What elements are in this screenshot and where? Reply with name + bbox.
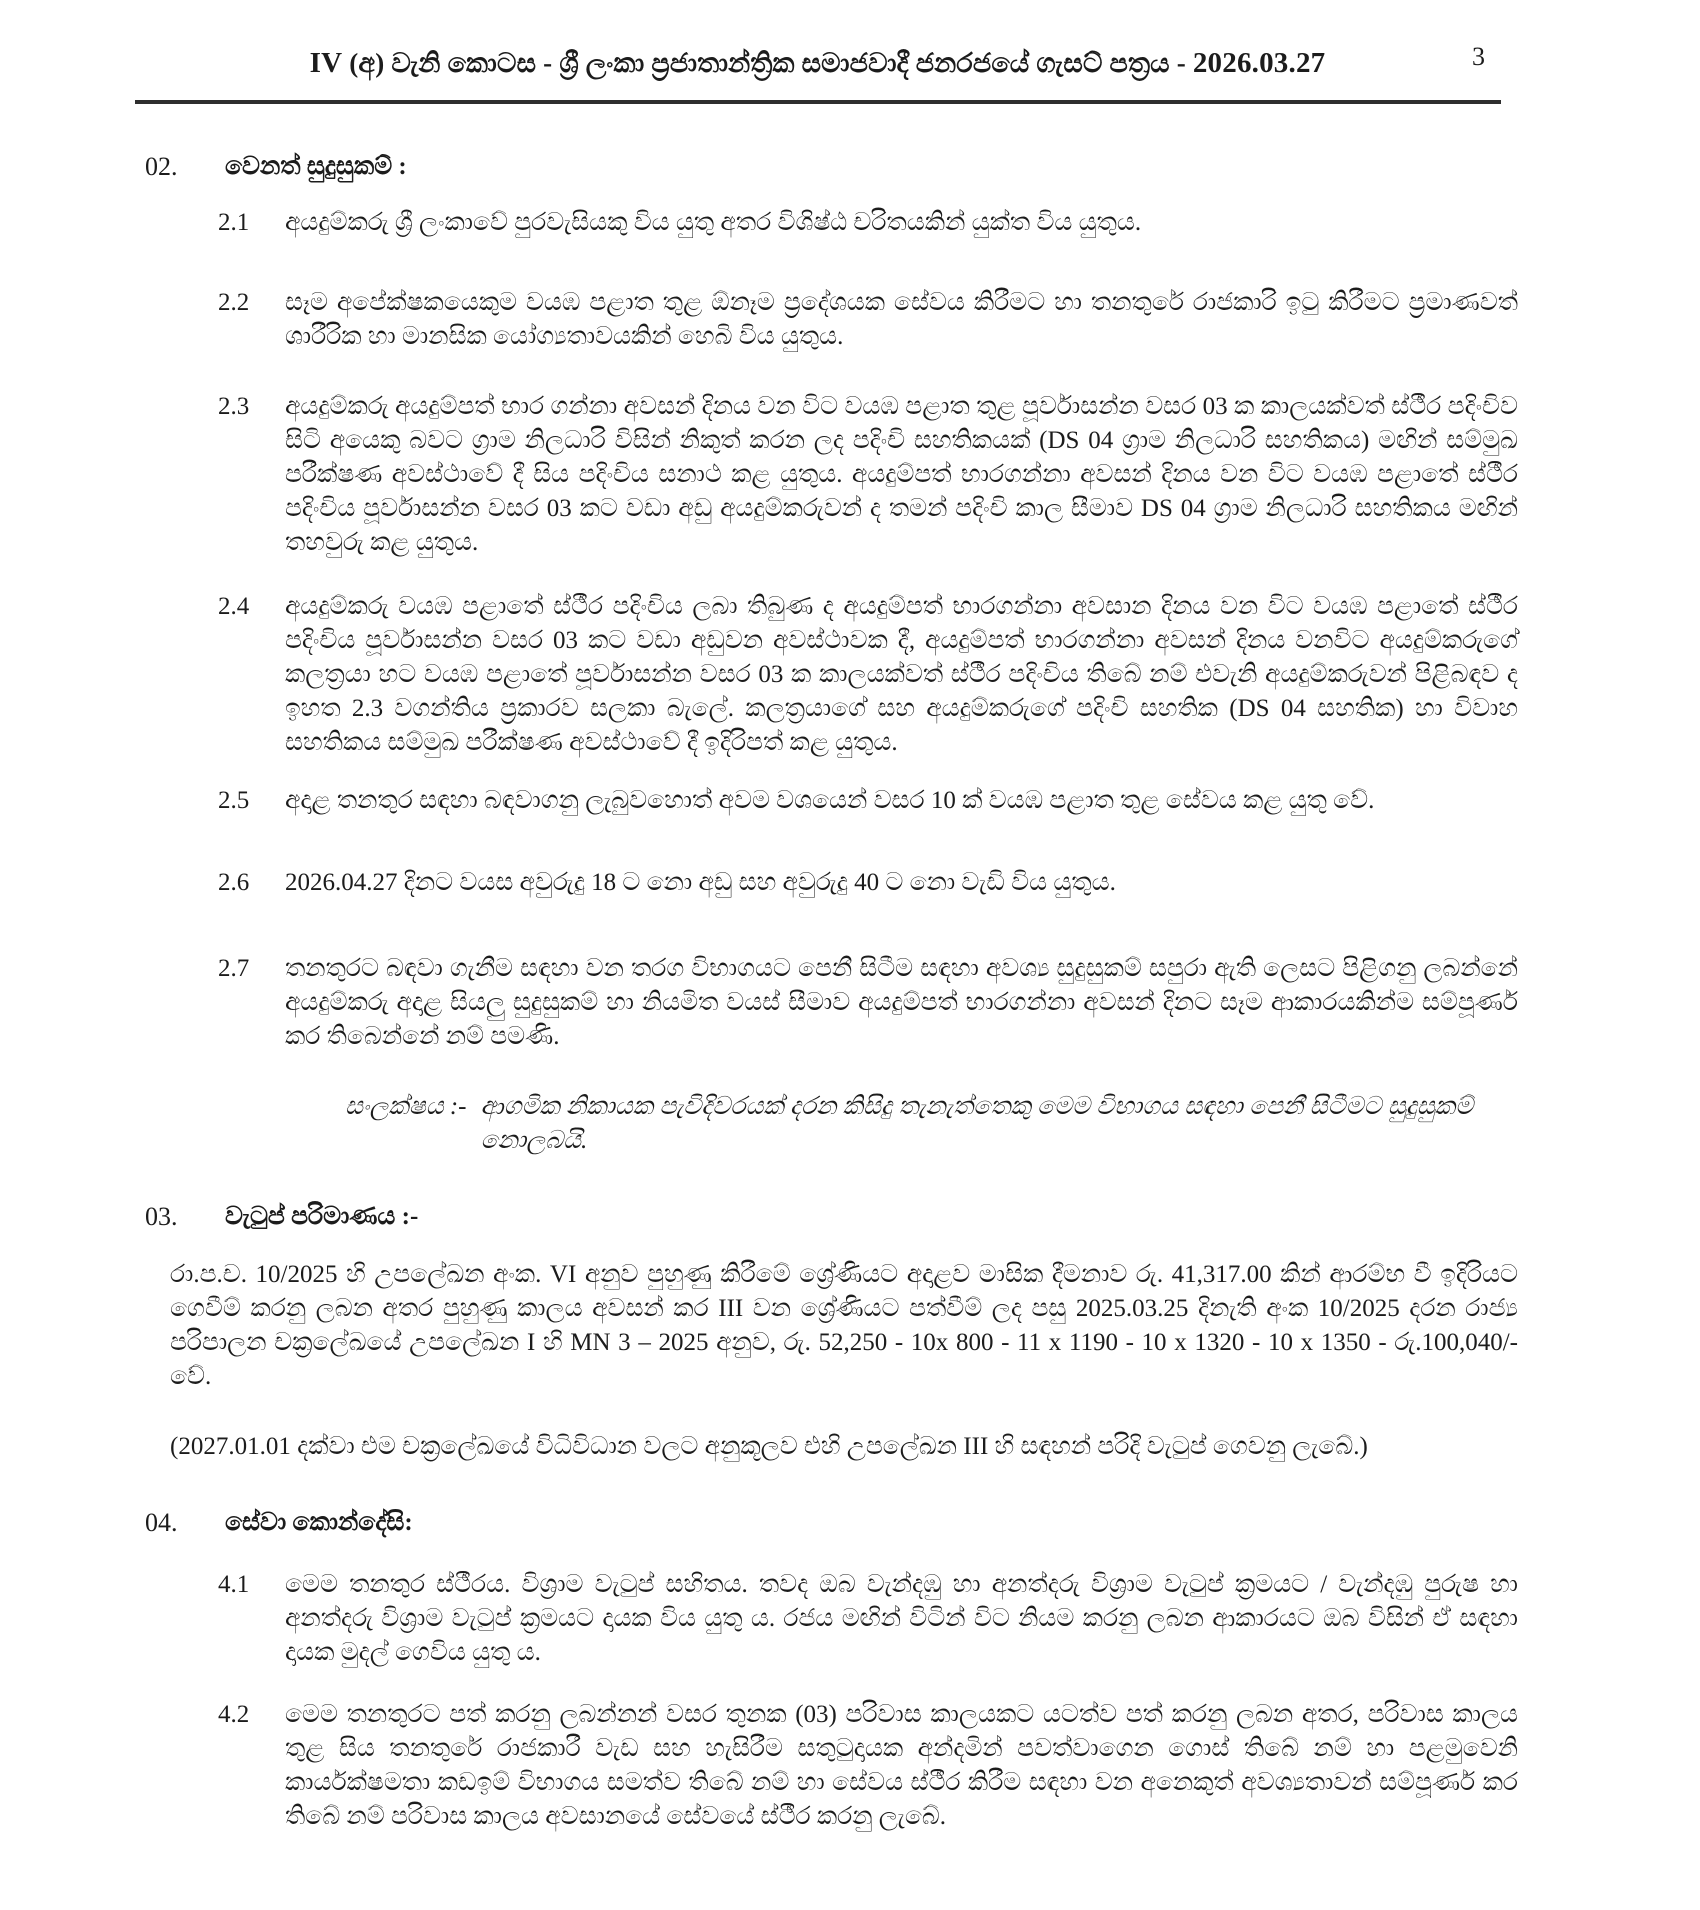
- clause-number: 2.3: [218, 393, 250, 420]
- clause-number: 2.5: [218, 787, 250, 814]
- clause-text: අයදුම්කරු අයදුම්පත් භාර ගන්නා අවසන් දිනය වන විට වයඹ පළාත තුළ පූර්වාසන්න වසර 03 ක කාලයක්වත් ස්ථීර පදිංචිව සිටි අයෙකු බවට ග්‍රාම නිලධාරි විසින් නිකුත් කරන ලද පදිංචි සහතිකයක් (DS 04 ග්‍රාම නිලධාරි සහතිකය) මඟින් සම්මුඛ පරීක්ෂණ අවස්ථාවේ දී සිය පදිංචිය සනාථ කළ යුතුය. අයදුම්පත් භාරගන්නා අවසන් දිනය වන විට වයඹ පළාතේ ස්ථීර පදිංචිය පූර්වාසන්න වසර 03 කට වඩා අඩු අයදුම්කරුවන් ද තමන් පදිංචි කාල සීමාව DS 04 ග්‍රාම නිලධාරි සහතිකය මඟින් තහවුරු කළ යුතුය.: [285, 393, 1518, 556]
- salary-paragraph: රා.ප.ච. 10/2025 හි උපලේඛන අංක. VI අනුව පුහුණු කිරීමේ ශ්‍රේණියට අදාළව මාසික දීමනාව රු. 41,317.00 කින් ආරම්භ වී ඉදිරියට ගෙවීම් කරනු ලබන අතර පුහුණු කාලය අවසන් කර III වන ශ්‍රේණියට පත්වීම් ලද පසු 2025.03.25 දිනැති අංක 10/2025 දරන රාජ්‍ය පරිපාලන චක්‍රලේඛයේ උපලේඛන I හි MN 3 – 2025 අනුව, රු. 52,250 - 10x 800 - 11 x 1190 - 10 x 1320 - 10 x 1350 - රු.100,040/- වේ.: [170, 1261, 1518, 1390]
- clause-number: 2.6: [218, 869, 250, 896]
- remark-text: ආගමික නිකායක පැවිදිවරයක් දරන කිසිදු තැනැත්තෙකු මෙම විභාගය සඳහා පෙනී සිටීමට සුදුසුකම් නොලබයි.: [480, 1093, 1474, 1154]
- clause-number: 4.2: [218, 1701, 250, 1728]
- header-title-text: (අ) වැනි කොටස - ශ්‍රී ලංකා ප්‍රජාතාන්ත්‍රික සමාජවාදී ජනරජයේ ගැසට් පත්‍රය -: [342, 48, 1193, 78]
- section-number: 03.: [145, 1202, 178, 1231]
- clause-4-1: [218, 1568, 1518, 1670]
- clause-2-1: [218, 206, 1518, 240]
- clause-text: මෙම තනතුර ස්ථීරය. විශ්‍රාම වැටුප් සහිතය. තවද ඔබ වැන්දඹු හා අනත්දරු විශ්‍රාම වැටුප් ක්‍රමයට / වැන්දඹු පුරුෂ හා අනත්දරු විශ්‍රාම වැටුප් ක්‍රමයට දායක විය යුතු ය. රජය මඟින් විටින් විට නියම කරනු ලබන ආකාරයට ඔබ විසින් ඒ සඳහා දායක මුදල් ගෙවිය යුතු ය.: [285, 1571, 1518, 1666]
- clause-text: අදාළ තනතුර සඳහා බඳවාගනු ලැබුවහොත් අවම වශයෙන් වසර 10 ක් වයඹ පළාත තුළ සේවය කළ යුතු වේ.: [285, 787, 1375, 814]
- clause-text: 2026.04.27 දිනට වයස අවුරුදු 18 ට නො අඩු සහ අවුරුදු 40 ට නො වැඩි විය යුතුය.: [285, 869, 1116, 896]
- clause-2-2: [218, 286, 1518, 354]
- section-number: 04.: [145, 1508, 178, 1537]
- remark-label: සංලක්ෂය :-: [345, 1093, 467, 1120]
- salary-parenthetical: (2027.01.01 දක්වා එම චක්‍රලේඛයේ විධිවිධාන වලට අනුකූලව එහි උපලේඛන III හි සඳහන් පරිදි වැටුප් ගෙවනු ලැබේ.): [170, 1433, 1368, 1460]
- clause-2-5: [218, 784, 1518, 818]
- clause-number: 2.7: [218, 955, 250, 982]
- clause-2-3: [218, 390, 1518, 560]
- header-rule: [135, 100, 1501, 104]
- clause-2-7: [218, 952, 1518, 1054]
- section-number: 02.: [145, 152, 178, 181]
- page-number: 3: [1472, 42, 1485, 71]
- clause-number: 2.1: [218, 209, 250, 236]
- clause-2-4: [218, 590, 1518, 760]
- remark-note: [345, 1090, 1478, 1158]
- header-part-number: IV: [309, 47, 343, 79]
- section-04-heading-row: [145, 1506, 1518, 1540]
- section-heading: වෙනත් සුදුසුකම් :: [225, 153, 407, 180]
- section-03-heading-row: [145, 1200, 1518, 1234]
- clause-text: අයදුම්කරු වයඹ පළාතේ ස්ථීර පදිංචිය ලබා තිබුණ ද අයදුම්පත් භාරගන්නා අවසාන දිනය වන විට වයඹ පළාතේ ස්ථීර පදිංචිය පූර්වාසන්න වසර 03 කට වඩා අඩුවන අවස්ථාවක දී, අයදුම්පත් භාරගන්නා අවසන් දිනය වනවිට අයදුම්කරුගේ කලත්‍රයා හට වයඹ පළාතේ පූර්වාසන්න වසර 03 ක කාලයක්වත් ස්ථීර පදිංචිය තිබේ නම් එවැනි අයදුම්කරුවන් පිළිබඳව ද ඉහත 2.3 වගන්තිය ප්‍රකාරව සලකා බැලේ. කලත්‍රයාගේ සහ අයදුම්කරුගේ පදිංචි සහතික (DS 04 සහතික) හා විවාහ සහතිකය සම්මුඛ පරීක්ෂණ අවස්ථාවේ දී ඉදිරිපත් කළ යුතුය.: [285, 593, 1518, 756]
- section-heading: වැටුප් පරිමාණය :-: [225, 1203, 419, 1230]
- clause-2-6: [218, 866, 1518, 900]
- clause-text: සෑම අපේක්ෂකයෙකුම වයඹ පළාත තුළ ඕනෑම ප්‍රදේශයක සේවය කිරීමට හා තනතුරේ රාජකාරි ඉටු කිරීමට ප්‍රමාණවත් ශාරීරික හා මානසික යෝග්‍යතාවයකින් හෙබි විය යුතුය.: [285, 289, 1518, 350]
- section-heading: සේවා කොන්දේසි:: [225, 1509, 413, 1536]
- header-date: 2026.03.27: [1192, 47, 1326, 79]
- clause-text: අයදුම්කරු ශ්‍රී ලංකාවේ පුරවැසියකු විය යුතු අතර විශිෂ්ඨ චරිතයකින් යුක්ත විය යුතුය.: [285, 209, 1142, 236]
- clause-number: 2.4: [218, 593, 250, 620]
- gazette-header-title: [135, 46, 1500, 80]
- clause-number: 2.2: [218, 289, 250, 316]
- section-02-heading-row: [145, 150, 1518, 184]
- clause-4-2: [218, 1698, 1518, 1834]
- clause-number: 4.1: [218, 1571, 250, 1598]
- clause-text: තනතුරට බඳවා ගැනීම සඳහා වන තරග විභාගයට පෙනී සිටීම සඳහා අවශ්‍ය සුදුසුකම් සපුරා ඇති ලෙසට පිළිගනු ලබන්නේ අයදුම්කරු අදාළ සියලු සුදුසුකම් හා නියමිත වයස් සීමාව අයදුම්පත් භාරගන්නා අවසන් දිනට සෑම ආකාරයකින්ම සම්පූර්ණ කර තිබෙන්නේ නම් පමණි.: [285, 955, 1518, 1050]
- gazette-body: [0, 150, 1700, 1834]
- clause-text: මෙම තනතුරට පත් කරනු ලබන්නන් වසර තුනක (03) පරිවාස කාලයකට යටත්ව පත් කරනු ලබන අතර, පරිවාස කාලය තුළ සිය තනතුරේ රාජකාරී වැඩ සහ හැසිරීම සතුටුදායක අන්දමින් පවත්වාගෙන ගොස් තිබේ නම් හා පළමුවෙනි කාර්යක්ෂමතා කඩඉම් විභාගය සමත්ව තිබේ නම් හා සේවය ස්ථීර කිරීම සඳහා වන අනෙකුත් අවශ්‍යතාවන් සම්පූර්ණ කර තිබේ නම් පරිවාස කාලය අවසානයේ සේවයේ ස්ථීර කරනු ලැබේ.: [285, 1701, 1518, 1830]
